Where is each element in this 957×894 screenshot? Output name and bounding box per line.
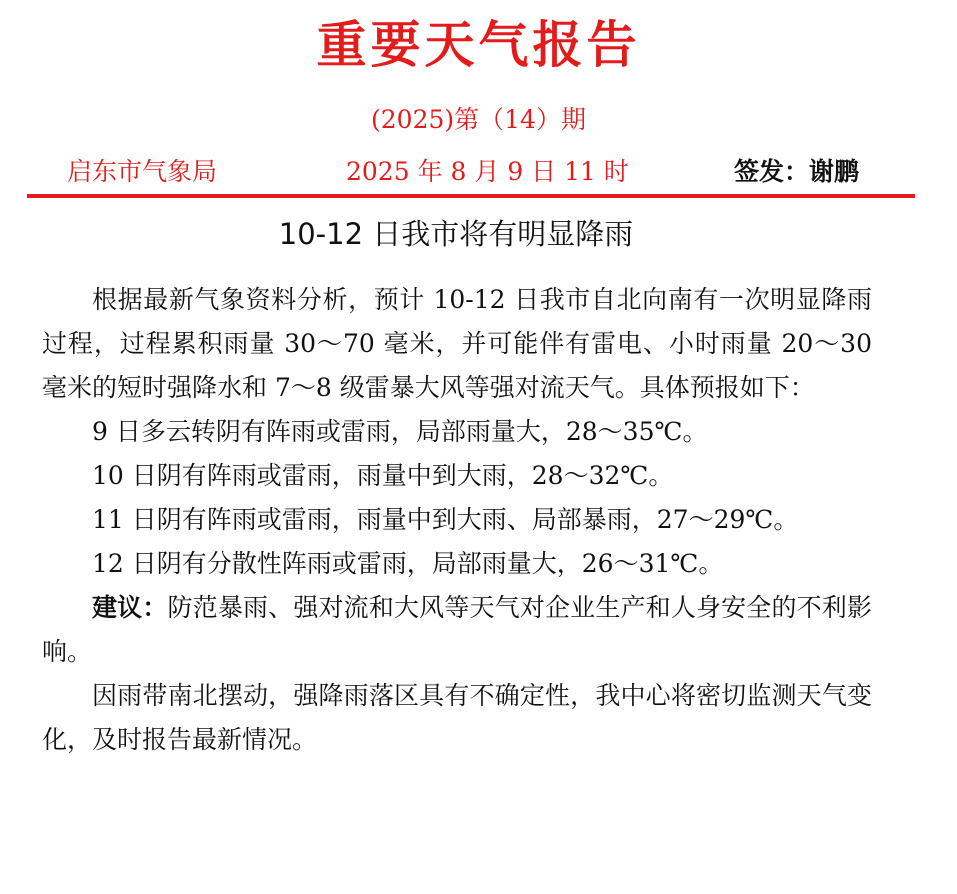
advice-paragraph [42,586,872,674]
forecast-day-11: 11 日阴有阵雨或雷雨，雨量中到大雨、局部暴雨，27～29℃。 [92,505,799,534]
forecast-day-10: 10 日阴有阵雨或雷雨，雨量中到大雨，28～32℃。 [92,461,674,490]
forecast-day-12: 12 日阴有分散性阵雨或雷雨，局部雨量大，26～31℃。 [92,549,724,578]
report-meta-row [0,152,957,192]
advice-label: 建议： [92,593,168,622]
header-divider [27,194,915,198]
issue-number: (2025)第（14）期 [371,105,586,134]
closing-paragraph: 因雨带南北摆动，强降雨落区具有不确定性，我中心将密切监测天气变化，及时报告最新情况。 [42,681,872,754]
advice-text: 防范暴雨、强对流和大风等天气对企业生产和人身安全的不利影响。 [42,593,872,666]
issue-date: 2025 年 8 月 9 日 11 时 [346,157,629,186]
report-body [42,278,872,762]
intro-paragraph: 根据最新气象资料分析，预计 10-12 日我市自北向南有一次明显降雨过程，过程累积雨量 30～70 毫米，并可能伴有雷电、小时雨量 20～30 毫米的短时强降水和 7～8 级雷暴大风等强对流天气。具体预报如下： [42,285,872,402]
forecast-day-9: 9 日多云转阴有阵雨或雷雨，局部雨量大，28～35℃。 [92,417,708,446]
report-masthead-title: 重要天气报告 [316,15,641,74]
report-headline: 10-12 日我市将有明显降雨 [278,217,634,251]
issuer-name: 启东市气象局 [67,157,218,186]
signer: 签发：谢鹏 [733,157,859,186]
